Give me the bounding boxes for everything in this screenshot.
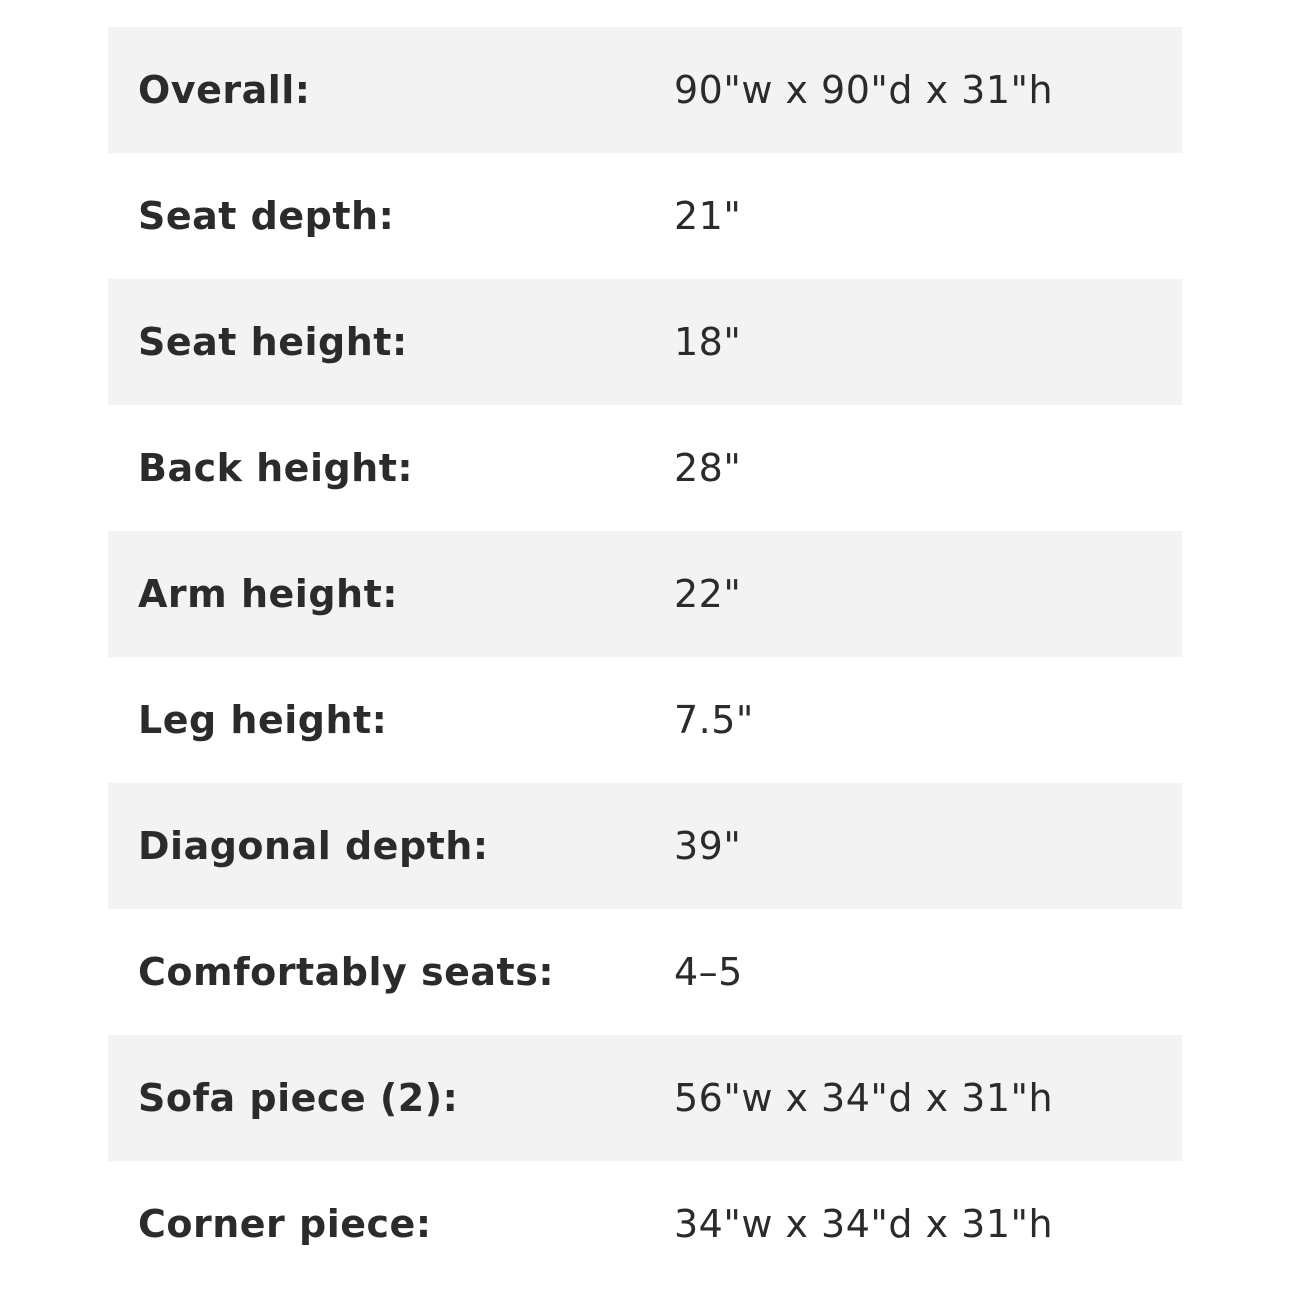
spec-row-leg-height [108,657,1182,783]
spec-label: Comfortably seats: [138,950,555,994]
spec-label: Arm height: [138,572,398,616]
spec-label: Back height: [138,446,414,490]
spec-label: Seat height: [138,320,408,364]
spec-value: 7.5" [674,698,754,742]
spec-value: 21" [674,194,742,238]
spec-value: 39" [674,824,742,868]
spec-value: 18" [674,320,742,364]
spec-label: Corner piece: [138,1202,432,1246]
spec-row-corner-piece [108,1161,1182,1287]
spec-value: 34"w x 34"d x 31"h [674,1202,1054,1246]
spec-row-seat-height [108,279,1182,405]
spec-row-overall [108,27,1182,153]
spec-label: Leg height: [138,698,388,742]
spec-row-sofa-piece [108,1035,1182,1161]
spec-label: Diagonal depth: [138,824,489,868]
spec-value: 4–5 [674,950,743,994]
spec-label: Overall: [138,68,311,112]
spec-row-back-height [108,405,1182,531]
spec-row-comfortably-seats [108,909,1182,1035]
spec-value: 56"w x 34"d x 31"h [674,1076,1054,1120]
spec-value: 22" [674,572,742,616]
dimensions-table [108,27,1182,1287]
spec-value: 28" [674,446,742,490]
spec-row-arm-height [108,531,1182,657]
spec-label: Sofa piece (2): [138,1076,459,1120]
spec-label: Seat depth: [138,194,395,238]
spec-row-seat-depth [108,153,1182,279]
spec-value: 90"w x 90"d x 31"h [674,68,1054,112]
spec-row-diagonal-depth [108,783,1182,909]
